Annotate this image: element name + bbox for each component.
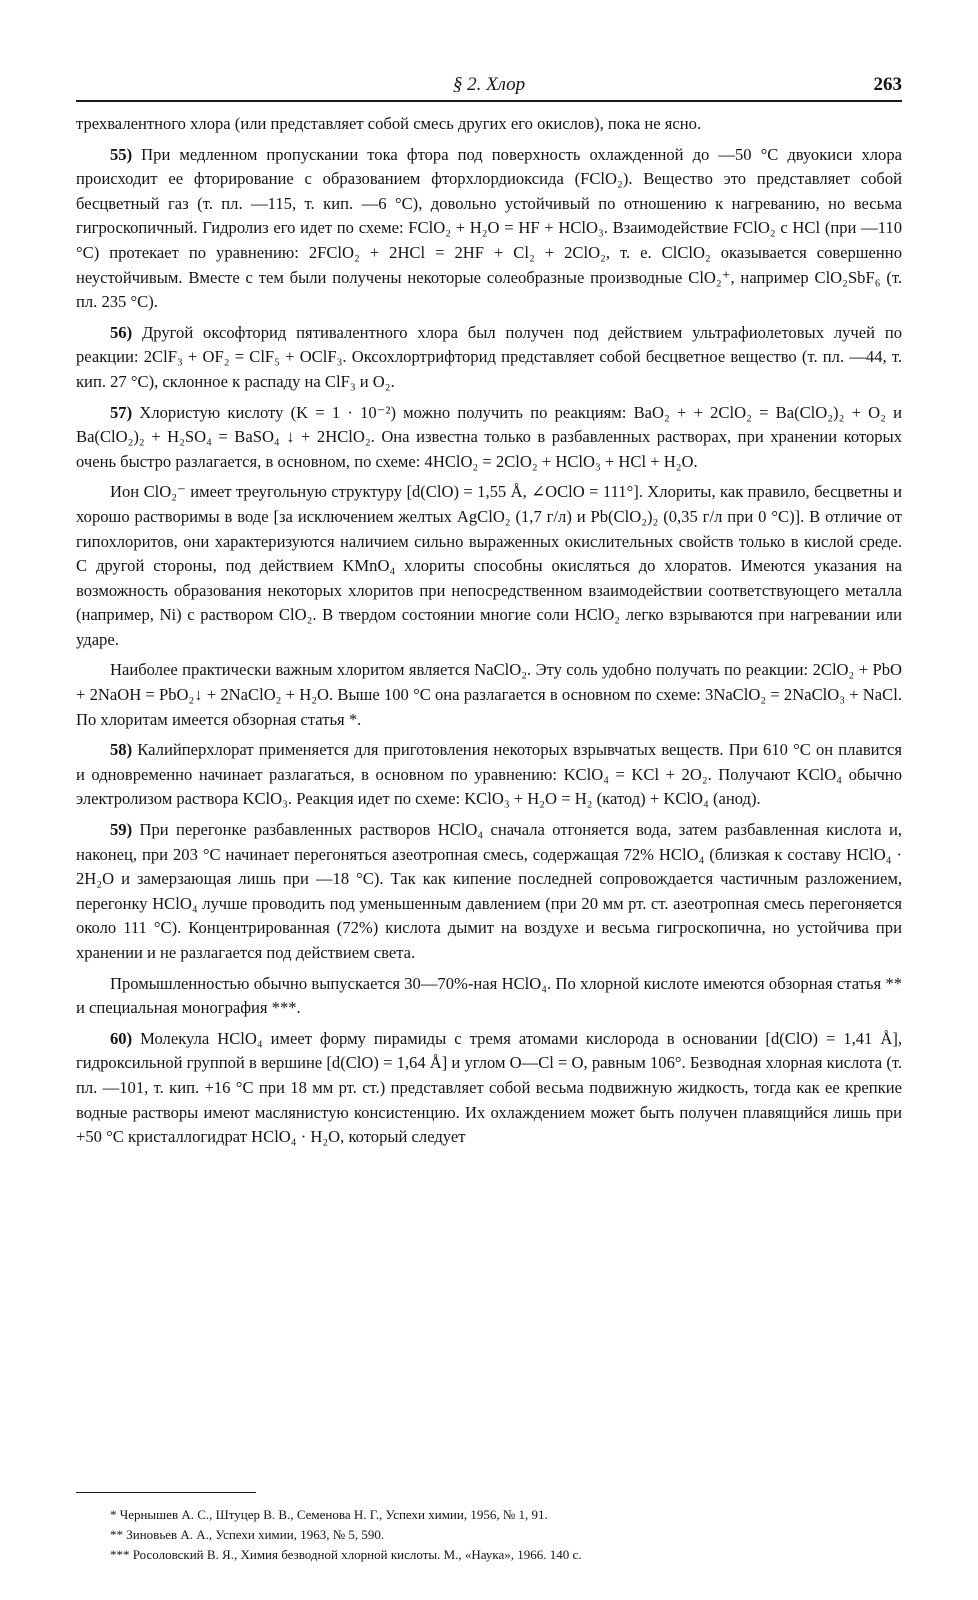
paragraph-text: Ион ClO₂⁻ имеет треугольную структуру [d(ClO) = 1,55 Å, ∠OClO = 111°]. Хлориты, как правило, бесцветны и хорошо растворимы в воде [за исключением желтых AgClO₂ (1,7 г/л) и Pb(ClO₂)₂ (0,35 г/л при 0 °С)]. В отличие от гипохлоритов, они характеризуются наличием сильно выраженных окислительных свойств только в кислой среде. С другой стороны, под действием KMnO₄ хлориты способны окисляться до хлоратов. Имеются указания на возможность образования некоторых хлоритов при непосредственном взаимодействии соответствующего металла (например, Ni) с раствором ClO₂. В твердом состоянии многие соли HClO₂ легко взрываются при нагревании или ударе. <box>76 482 902 649</box>
body-text <box>76 112 902 1150</box>
paragraph <box>76 738 902 812</box>
paragraph <box>76 401 902 475</box>
note-number: 60) <box>110 1028 133 1048</box>
footnote: * Чернышев А. С., Штуцер В. В., Семенова Н. Г., Успехи химии, 1956, № 1, 91. <box>110 1507 548 1522</box>
note-number: 59) <box>110 820 133 840</box>
paragraph-text: Молекула HClO₄ имеет форму пирамиды с тремя атомами кислорода в основании [d(ClO) = 1,41 Å], гидроксильной группой в вершине [d(ClO) = 1,64 Å] и углом O—Cl = O, равным 106°. Безводная хлорная кислота (т. пл. —101, т. кип. +16 °С при 18 мм рт. ст.) представляет собой весьма подвижную жидкость, тогда как ее крепкие водные растворы имеют маслянистую консистенцию. Их охлаждением может быть получен плавящийся лишь при +50 °С кристаллогидрат HClO₄ · H₂O, который следует <box>76 1028 902 1147</box>
footnote: *** Росоловский В. Я., Химия безводной хлорной кислоты. М., «Наука», 1966. 140 с. <box>110 1547 582 1562</box>
note-number: 55) <box>110 144 133 164</box>
running-header <box>76 70 902 102</box>
paragraph-text: Промышленностью обычно выпускается 30—70%-ная HClO₄. По хлорной кислоте имеются обзорная статья ** и специальная монография ***. <box>76 973 902 1018</box>
paragraph-text: Другой оксофторид пятивалентного хлора был получен под действием ультрафиолетовых лучей по реакции: 2ClF₃ + OF₂ = ClF₅ + OClF₃. Оксохлортрифторид представляет собой бесцветное вещество (т. пл. —44, т. кип. 27 °С), склонное к распаду на ClF₃ и O₂. <box>76 322 902 391</box>
paragraph <box>76 321 902 395</box>
paragraph-text: При перегонке разбавленных растворов HClO₄ сначала отгоняется вода, затем разбавленная кислота и, наконец, при 203 °С начинает перегоняться азеотропная смесь, содержащая 72% HClO₄ (близкая к составу HClO₄ · 2H₂O и замерзающая лишь при —18 °С). Так как кипение последней сопровождается частичным разложением, перегонку HClO₄ лучше проводить под уменьшенным давлением (при 20 мм рт. ст. азеотропная смесь перегоняется около 111 °С). Концентрированная (72%) кислота дымит на воздухе и весьма гигроскопична, но устойчива при хранении и не разлагается под действием света. <box>76 820 902 962</box>
paragraph-text: Калийперхлорат применяется для приготовления некоторых взрывчатых веществ. При 610 °С он плавится и одновременно начинает разлагаться, в основном по уравнению: KClO₄ = KCl + 2O₂. Получают KClO₄ обычно электролизом раствора KClO₃. Реакция идет по схеме: KClO₃ + H₂O = H₂ (катод) + KClO₄ (анод). <box>76 740 902 809</box>
paragraph <box>76 658 902 732</box>
paragraph <box>76 972 902 1021</box>
paragraph <box>76 480 902 652</box>
paragraph-text: При медленном пропускании тока фтора под поверхность охлажденной до —50 °С двуокиси хлора происходит ее фторирование с образованием фторхлордиоксида (FClO₂). Вещество это представляет собой бесцветный газ (т. пл. —115, т. кип. —6 °С), довольно устойчивый по отношению к нагреванию, но весьма гигроскопичный. Гидролиз его идет по схеме: FClO₂ + H₂O = HF + HClO₃. Взаимодействие FClO₂ с HCl (при —110 °С) протекает по уравнению: 2FClO₂ + 2HCl = 2HF + Cl₂ + 2ClO₂, т. е. ClClO₂ оказывается совершенно неустойчивым. Вместе с тем были получены некоторые солеобразные производные ClO₂⁺, например ClO₂SbF₆ (т. пл. 235 °С). <box>76 144 902 312</box>
footnote: ** Зиновьев А. А., Успехи химии, 1963, № 5, 590. <box>110 1527 385 1542</box>
section-title: § 2. Хлор <box>452 74 526 95</box>
paragraph <box>76 1027 902 1150</box>
paragraph <box>76 112 902 137</box>
note-number: 58) <box>110 740 133 760</box>
note-number: 56) <box>110 322 133 342</box>
footnote-rule <box>76 1492 256 1493</box>
paragraph <box>76 818 902 966</box>
paragraph-text: трехвалентного хлора (или представляет собой смесь других его окислов), пока не ясно. <box>76 114 702 133</box>
footnotes <box>76 1492 902 1565</box>
paragraph-text: Наиболее практически важным хлоритом является NaClO₂. Эту соль удобно получать по реакции: 2ClO₂ + PbO + 2NaOH = PbO₂↓ + 2NaClO₂ + H₂O. Выше 100 °С она разлагается в основном по схеме: 3NaClO₂ = 2NaClO₃ + NaCl. По хлоритам имеется обзорная статья *. <box>76 660 902 729</box>
paragraph <box>76 143 902 315</box>
note-number: 57) <box>110 402 133 422</box>
page-number: 263 <box>873 74 902 95</box>
paragraph-text: Хлористую кислоту (K = 1 · 10⁻²) можно получить по реакциям: BaO₂ + + 2ClO₂ = Ba(ClO₂)₂ + O₂ и Ba(ClO₂)₂ + H₂SO₄ = BaSO₄ ↓ + 2HClO₂. Она известна только в разбавленных растворах, при хранении которых очень быстро разлагается, в основном, по схеме: 4HClO₂ = 2ClO₂ + HClO₃ + HCl + H₂O. <box>76 402 902 471</box>
